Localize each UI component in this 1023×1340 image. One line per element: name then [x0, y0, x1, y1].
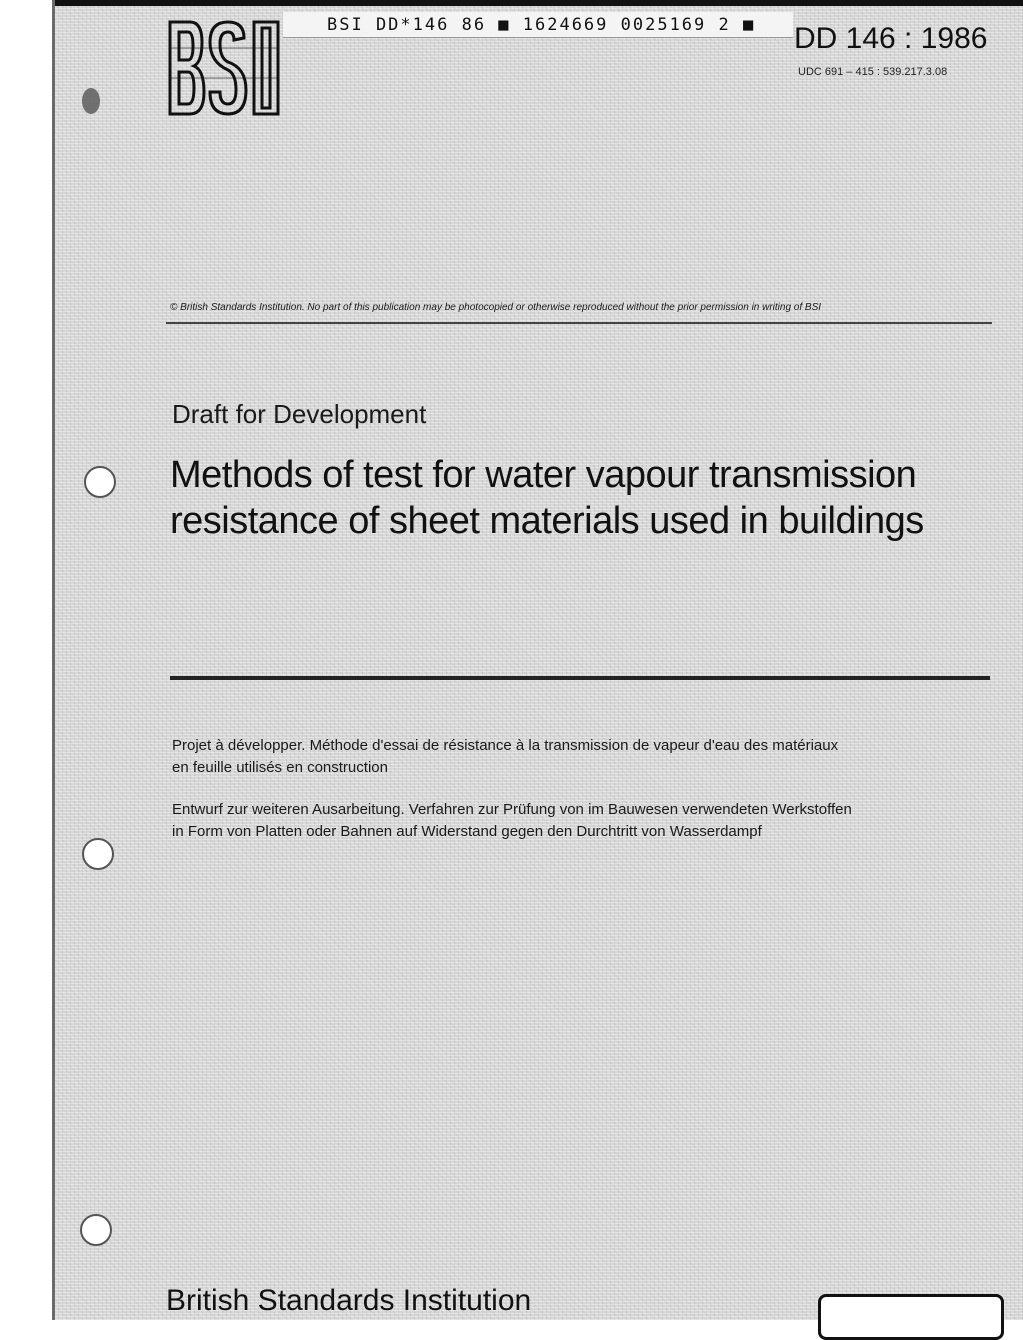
catalog-code-strip: BSI DD*146 86 ■ 1624669 0025169 2 ■ — [283, 12, 793, 38]
german-line-1: Entwurf zur weiteren Ausarbeitung. Verfahren zur Prüfung von im Bauwesen verwendeten Werkstoffen — [172, 801, 852, 818]
publisher-name: British Standards Institution — [166, 1284, 532, 1317]
title-divider — [170, 676, 990, 680]
german-translation — [172, 799, 992, 843]
french-translation — [172, 735, 992, 779]
punch-hole-1 — [84, 466, 116, 498]
title-line-2: resistance of sheet materials used in buildings — [170, 500, 924, 542]
udc-classification: UDC 691 – 415 : 539.217.3.08 — [798, 66, 948, 78]
punch-hole-mark — [82, 88, 100, 114]
punch-hole-2 — [82, 838, 114, 870]
document-number: DD 146 : 1986 — [794, 22, 988, 55]
copyright-divider — [166, 322, 992, 324]
document-page — [52, 6, 1023, 1320]
scan-top-border — [52, 0, 1023, 6]
french-line-2: en feuille utilisés en construction — [172, 759, 388, 776]
german-line-2: in Form von Platten oder Bahnen auf Widerstand gegen den Durchtritt von Wasserdampf — [172, 823, 762, 840]
scan-left-edge — [52, 0, 55, 1320]
bsi-logo — [166, 18, 282, 118]
french-line-1: Projet à développer. Méthode d'essai de résistance à la transmission de vapeur d'eau des matériaux — [172, 737, 839, 754]
document-title — [170, 452, 970, 544]
punch-hole-3 — [80, 1214, 112, 1246]
price-box — [818, 1294, 1004, 1340]
title-line-1: Methods of test for water vapour transmission — [170, 454, 917, 496]
draft-label: Draft for Development — [172, 399, 427, 429]
copyright-notice: © British Standards Institution. No part of this publication may be photocopied or otherwise reproduced without the prior permission in writing of BSI — [170, 302, 822, 313]
